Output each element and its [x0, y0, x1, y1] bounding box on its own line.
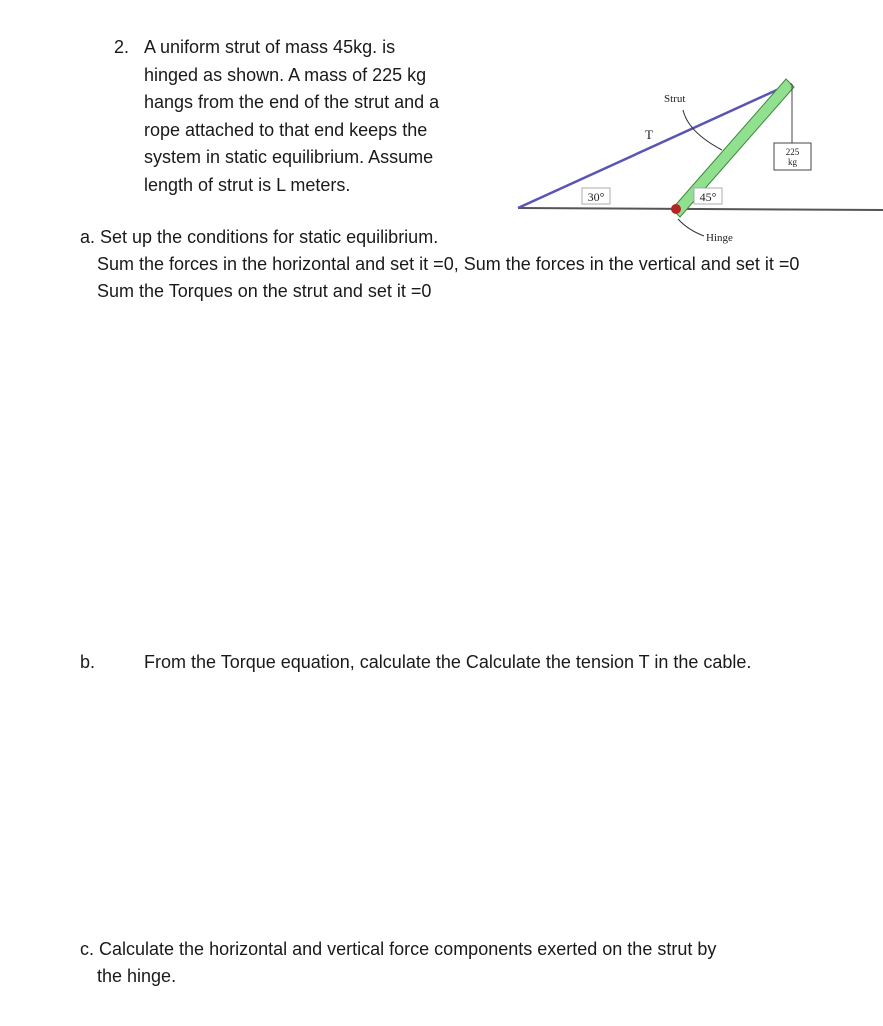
part-c-line2: the hinge.: [97, 966, 177, 986]
part-a-heading: a. Set up the conditions for static equilibrium.: [80, 227, 439, 247]
part-a-torques: Sum the Torques on the strut and set it =0: [97, 281, 432, 301]
part-a: [80, 224, 799, 305]
part-c: [80, 936, 716, 990]
mass-value-label: 225: [785, 147, 800, 157]
problem-line: length of strut is L meters.: [144, 174, 351, 195]
strut-angle-label: 45°: [699, 190, 717, 204]
tension-label: T: [645, 127, 653, 142]
part-b-label: b.: [80, 652, 96, 672]
mass-unit-label: kg: [788, 157, 797, 167]
problem-line: hangs from the end of the strut and a: [144, 92, 440, 112]
ground-line: [518, 208, 883, 210]
problem-line: hinged as shown. A mass of 225 kg: [144, 64, 427, 85]
part-a-forces: Sum the forces in the horizontal and set it =0, Sum the forces in the vertical and set it =0: [97, 254, 800, 274]
part-c-line1: c. Calculate the horizontal and vertical force components exerted on the strut by: [80, 939, 717, 959]
question-number: 2.: [114, 37, 130, 57]
problem-line: system in static equilibrium. Assume: [144, 147, 434, 167]
part-b-text: From the Torque equation, calculate the Calculate the tension T in the cable.: [144, 652, 752, 672]
rope-angle-label: 30°: [587, 190, 605, 204]
rope: [518, 84, 790, 208]
problem-line: A uniform strut of mass 45kg. is: [144, 37, 396, 57]
problem-statement: [144, 34, 504, 199]
hinge-label: Hinge: [706, 232, 733, 244]
strut-diagram: [500, 70, 883, 250]
strut-label: Strut: [664, 93, 686, 105]
hinge-pin: [671, 204, 681, 214]
problem-line: rope attached to that end keeps the: [144, 119, 428, 140]
